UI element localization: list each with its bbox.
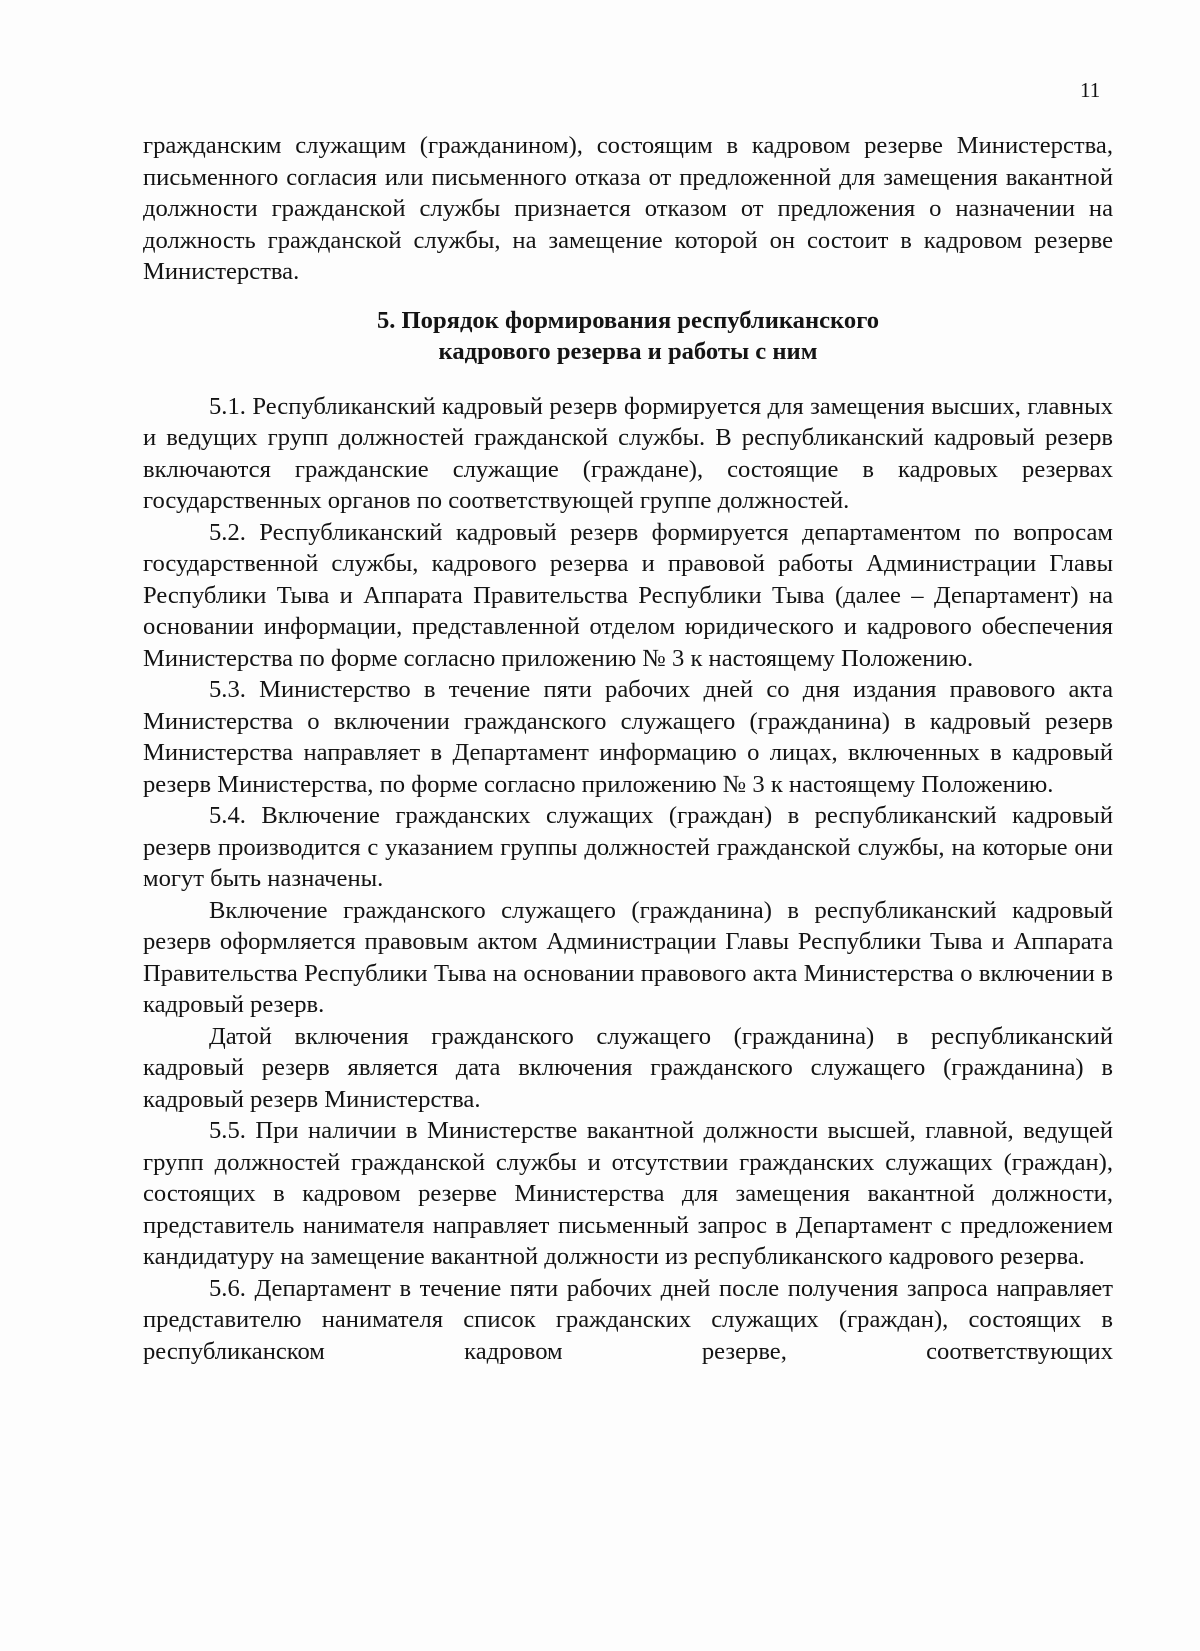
document-body (143, 130, 1113, 1367)
section-heading-line-2: кадрового резерва и работы с ним (438, 337, 818, 365)
paragraph-5-1: 5.1. Республиканский кадровый резерв формируется для замещения высших, главных и ведущих групп должностей гражданской службы. В республиканский кадровый резерв включаются гражданские служащие (граждане), состоящие в кадровых резервах государственных органов по соответствующей группе должностей. (143, 392, 1113, 514)
paragraph-5-2: 5.2. Республиканский кадровый резерв формируется департаментом по вопросам государственной службы, кадрового резерва и правовой работы Администрации Главы Республики Тыва и Аппарата Правительства Республики Тыва (далее – Департамент) на основании информации, представленной отделом юридического и кадрового обеспечения Министерства по форме согласно приложению № 3 к настоящему Положению. (143, 518, 1113, 672)
paragraph-5-3: 5.3. Министерство в течение пяти рабочих дней со дня издания правового акта Министерства о включении гражданского служащего (гражданина) в кадровый резерв Министерства направляет в Департамент информацию о лицах, включенных в кадровый резерв Министерства, по форме согласно приложению № 3 к настоящему Положению. (143, 676, 1113, 798)
page-number: 11 (1080, 78, 1101, 102)
paragraph-5-4-inclusion: Включение гражданского служащего (гражданина) в республиканский кадровый резерв оформляется правовым актом Администрации Главы Республики Тыва и Аппарата Правительства Республики Тыва на основании правового акта Министерства о включении в кадровый резерв. (143, 896, 1113, 1018)
intro-paragraph: гражданским служащим (гражданином), состоящим в кадровом резерве Министерства, письменного согласия или письменного отказа от предложенной для замещения вакантной должности гражданской службы признается отказом от предложения о назначении на должность гражданской службы, на замещение которой он состоит в кадровом резерве Министерства. (143, 132, 1113, 285)
paragraph-5-4-date: Датой включения гражданского служащего (гражданина) в республиканский кадровый резерв является дата включения гражданского служащего (гражданина) в кадровый резерв Министерства. (143, 1022, 1113, 1113)
paragraph-5-6: 5.6. Департамент в течение пяти рабочих дней после получения запроса направляет представителю нанимателя список гражданских служащих (граждан), состоящих в республиканском кадровом резерве, соответствующих (143, 1274, 1113, 1365)
section-heading (143, 288, 1113, 391)
section-heading-line-1: 5. Порядок формирования республиканского (376, 306, 880, 334)
paragraph-5-5: 5.5. При наличии в Министерстве вакантной должности высшей, главной, ведущей групп должностей гражданской службы и отсутствии гражданских служащих (граждан), состоящих в кадровом резерве Министерства для замещения вакантной должности, представитель нанимателя направляет письменный запрос в Департамент с предложением кандидатуру на замещение вакантной должности из республиканского кадрового резерва. (143, 1117, 1113, 1270)
paragraph-5-4: 5.4. Включение гражданских служащих (граждан) в республиканский кадровый резерв производится с указанием группы должностей гражданской службы, на которые они могут быть назначены. (143, 802, 1113, 892)
